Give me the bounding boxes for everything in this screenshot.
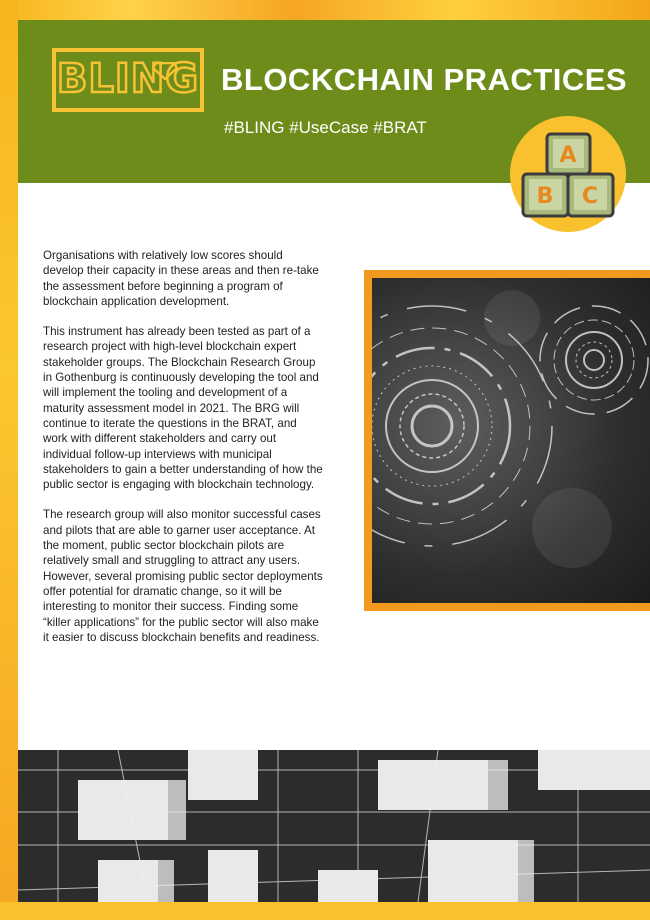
- abc-badge: [510, 116, 626, 232]
- paragraph: This instrument has already been tested as part of a research project with high-level blockchain expert stakeholder groups. The Blockchain Research Group in Gothenburg is continuously developing the tool and will implement the tooling and development of a maturity assessment model in 2021. The BRG will continue to iterate the questions in the BRAT, and work with different stakeholders and carry out individual follow-up interviews with municipal stakeholders to gain a better understanding of how the public sector is engaging with blockchain technology.: [43, 325, 323, 492]
- block-letter-b: B: [536, 184, 554, 209]
- top-decorative-strip: [0, 0, 650, 20]
- left-decorative-rail: [0, 0, 18, 920]
- bottom-decorative-strip: [0, 902, 650, 920]
- block-letter-a: A: [559, 143, 577, 168]
- photo-frame: [364, 270, 650, 611]
- abc-blocks-icon: [510, 116, 626, 232]
- bling-logo: [52, 48, 204, 112]
- building-structure-image: [18, 750, 650, 902]
- paragraph: Organisations with relatively low scores should develop their capacity in these areas and then re-take the assessment before beginning a program of blockchain application development.: [43, 249, 319, 308]
- page-title: BLOCKCHAIN PRACTICES: [221, 62, 628, 97]
- paragraph: The research group will also monitor successful cases and pilots that are able to garner user acceptance. At the moment, public sector blockchain pilots are relatively small and struggling to attract any users. However, several promising public sector deployments offer potential for dramatic change, so it will be interesting to monitor their success. Finding some “killer applications” for the public sector will also make it easier to discuss blockchain benefits and readiness.: [43, 508, 323, 644]
- body-text: [43, 248, 323, 660]
- digital-circles-image: [372, 278, 650, 603]
- logo-text: BLING: [56, 56, 200, 102]
- block-letter-c: C: [581, 184, 599, 209]
- hashtags: #BLING #UseCase #BRAT: [224, 118, 427, 137]
